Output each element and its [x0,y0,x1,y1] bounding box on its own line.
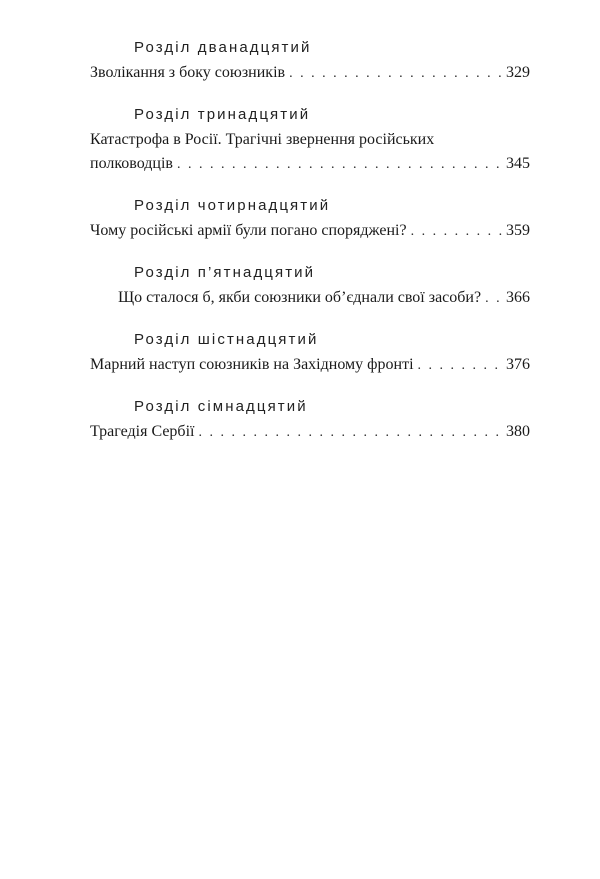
chapter-heading: Розділ шістнадцятий [134,331,319,348]
toc-entry-12 [90,38,530,86]
chapter-heading: Розділ тринадцятий [134,106,311,123]
dot-leader [485,287,502,311]
chapter-title-line[interactable] [90,420,530,445]
page-number: 359 [506,222,530,239]
chapter-title-line[interactable] [90,353,530,378]
chapter-heading: Розділ чотирнадцятий [134,197,331,214]
page-number: 366 [506,289,530,306]
toc-entry-16 [90,330,530,378]
chapter-title: Зволікання з боку союзників [90,64,286,81]
toc-entry-15 [90,263,530,311]
chapter-heading: Розділ п’ятнадцятий [134,264,316,281]
chapter-title: Трагедія Сербії [90,423,195,440]
dot-leader [418,354,502,378]
chapter-title-line[interactable] [118,286,530,311]
chapter-title-line[interactable] [90,219,530,244]
page-number: 376 [506,356,530,373]
toc-entry-14 [90,196,530,244]
toc-entry-13 [90,105,530,177]
chapter-title-line[interactable] [90,152,530,177]
dot-leader [177,153,502,177]
toc-entry-17 [90,397,530,445]
table-of-contents [90,38,530,445]
chapter-title: Чому російські армії були погано споряджені? [90,222,407,239]
chapter-title-first-line: Катастрофа в Росії. Трагічні звернення російських [90,131,435,148]
chapter-title: полководців [90,155,173,172]
dot-leader [411,220,502,244]
chapter-heading: Розділ дванадцятий [134,39,312,56]
chapter-title: Марний наступ союзників на Західному фронті [90,356,414,373]
page-number: 329 [506,64,530,81]
page-number: 345 [506,155,530,172]
page-number: 380 [506,423,530,440]
chapter-title: Що сталося б, якби союзники об’єднали свої засоби? [118,289,482,306]
dot-leader [289,62,502,86]
chapter-title-line[interactable] [90,61,530,86]
chapter-heading: Розділ сімнадцятий [134,398,308,415]
dot-leader [198,421,502,445]
